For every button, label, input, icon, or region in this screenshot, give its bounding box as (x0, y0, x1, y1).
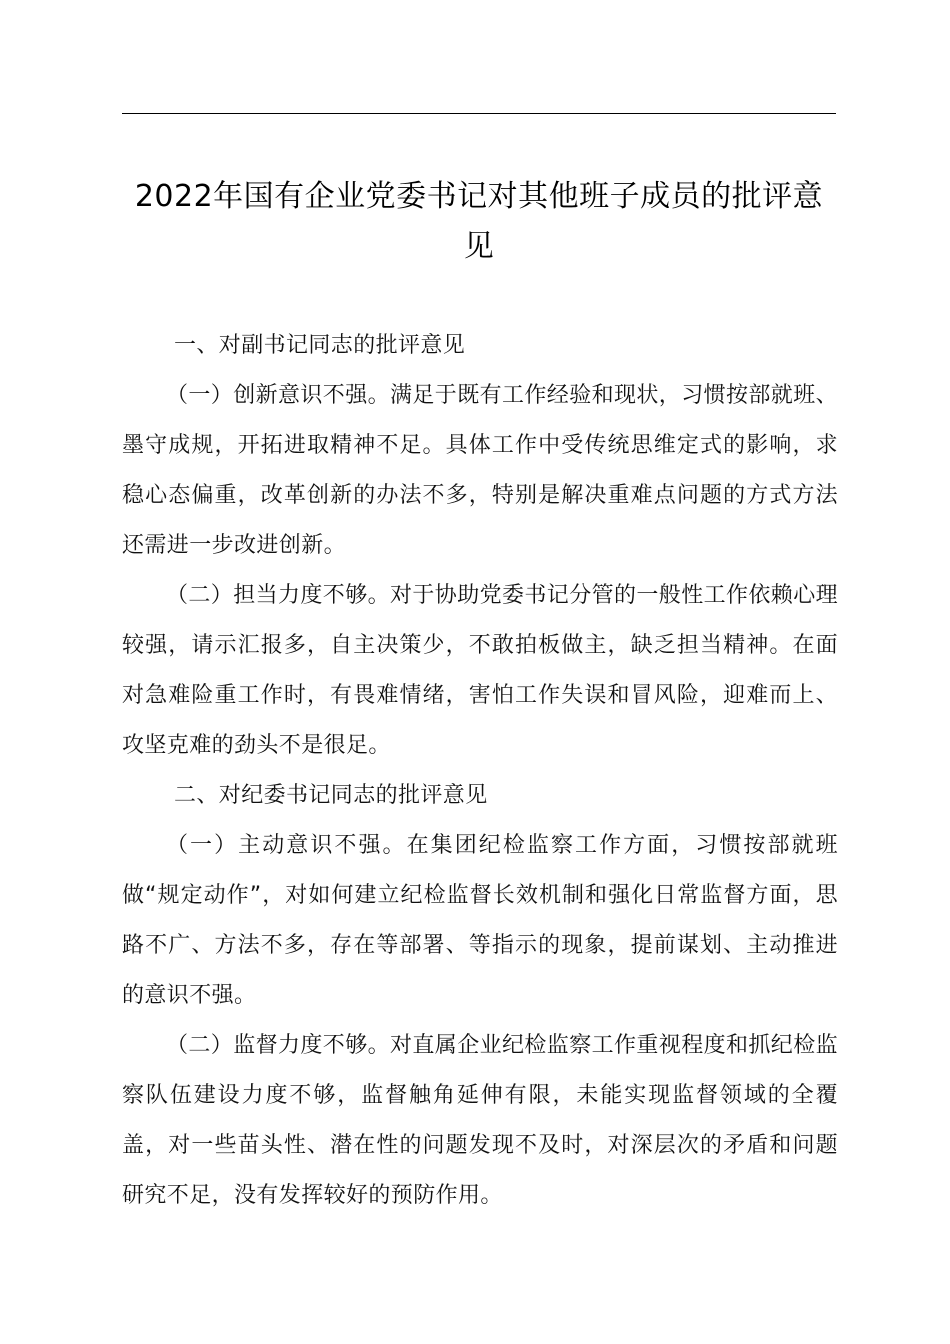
section-1 (122, 321, 838, 771)
header-rule (122, 113, 836, 114)
paragraph: （二）担当力度不够。对于协助党委书记分管的一般性工作依赖心理较强，请示汇报多，自主决策少，不敢拍板做主，缺乏担当精神。在面对急难险重工作时，有畏难情绪，害怕工作失误和冒风险，迎难而上、攻坚克难的劲头不是很足。 (122, 583, 839, 758)
paragraph: （二）监督力度不够。对直属企业纪检监察工作重视程度和抓纪检监察队伍建设力度不够，监督触角延伸有限，未能实现监督领域的全覆盖，对一些苗头性、潜在性的问题发现不及时，对深层次的矛盾和问题研究不足，没有发挥较好的预防作用。 (122, 1033, 839, 1208)
document-title: 2022年国有企业党委书记对其他班子成员的批评意见 (134, 179, 824, 264)
section-2 (122, 771, 838, 1221)
paragraph: （一）创新意识不强。满足于既有工作经验和现状，习惯按部就班、墨守成规，开拓进取精神不足。具体工作中受传统思维定式的影响，求稳心态偏重，改革创新的办法不多，特别是解决重难点问题的方式方法还需进一步改进创新。 (122, 383, 839, 558)
section-heading: 二、对纪委书记同志的批评意见 (174, 783, 488, 808)
section-heading: 一、对副书记同志的批评意见 (174, 333, 466, 358)
document-body (122, 321, 838, 1221)
paragraph: （一）主动意识不强。在集团纪检监察工作方面，习惯按部就班做“规定动作”，对如何建立纪检监督长效机制和强化日常监督方面，思路不广、方法不多，存在等部署、等指示的现象，提前谋划、主动推进的意识不强。 (122, 833, 838, 1008)
